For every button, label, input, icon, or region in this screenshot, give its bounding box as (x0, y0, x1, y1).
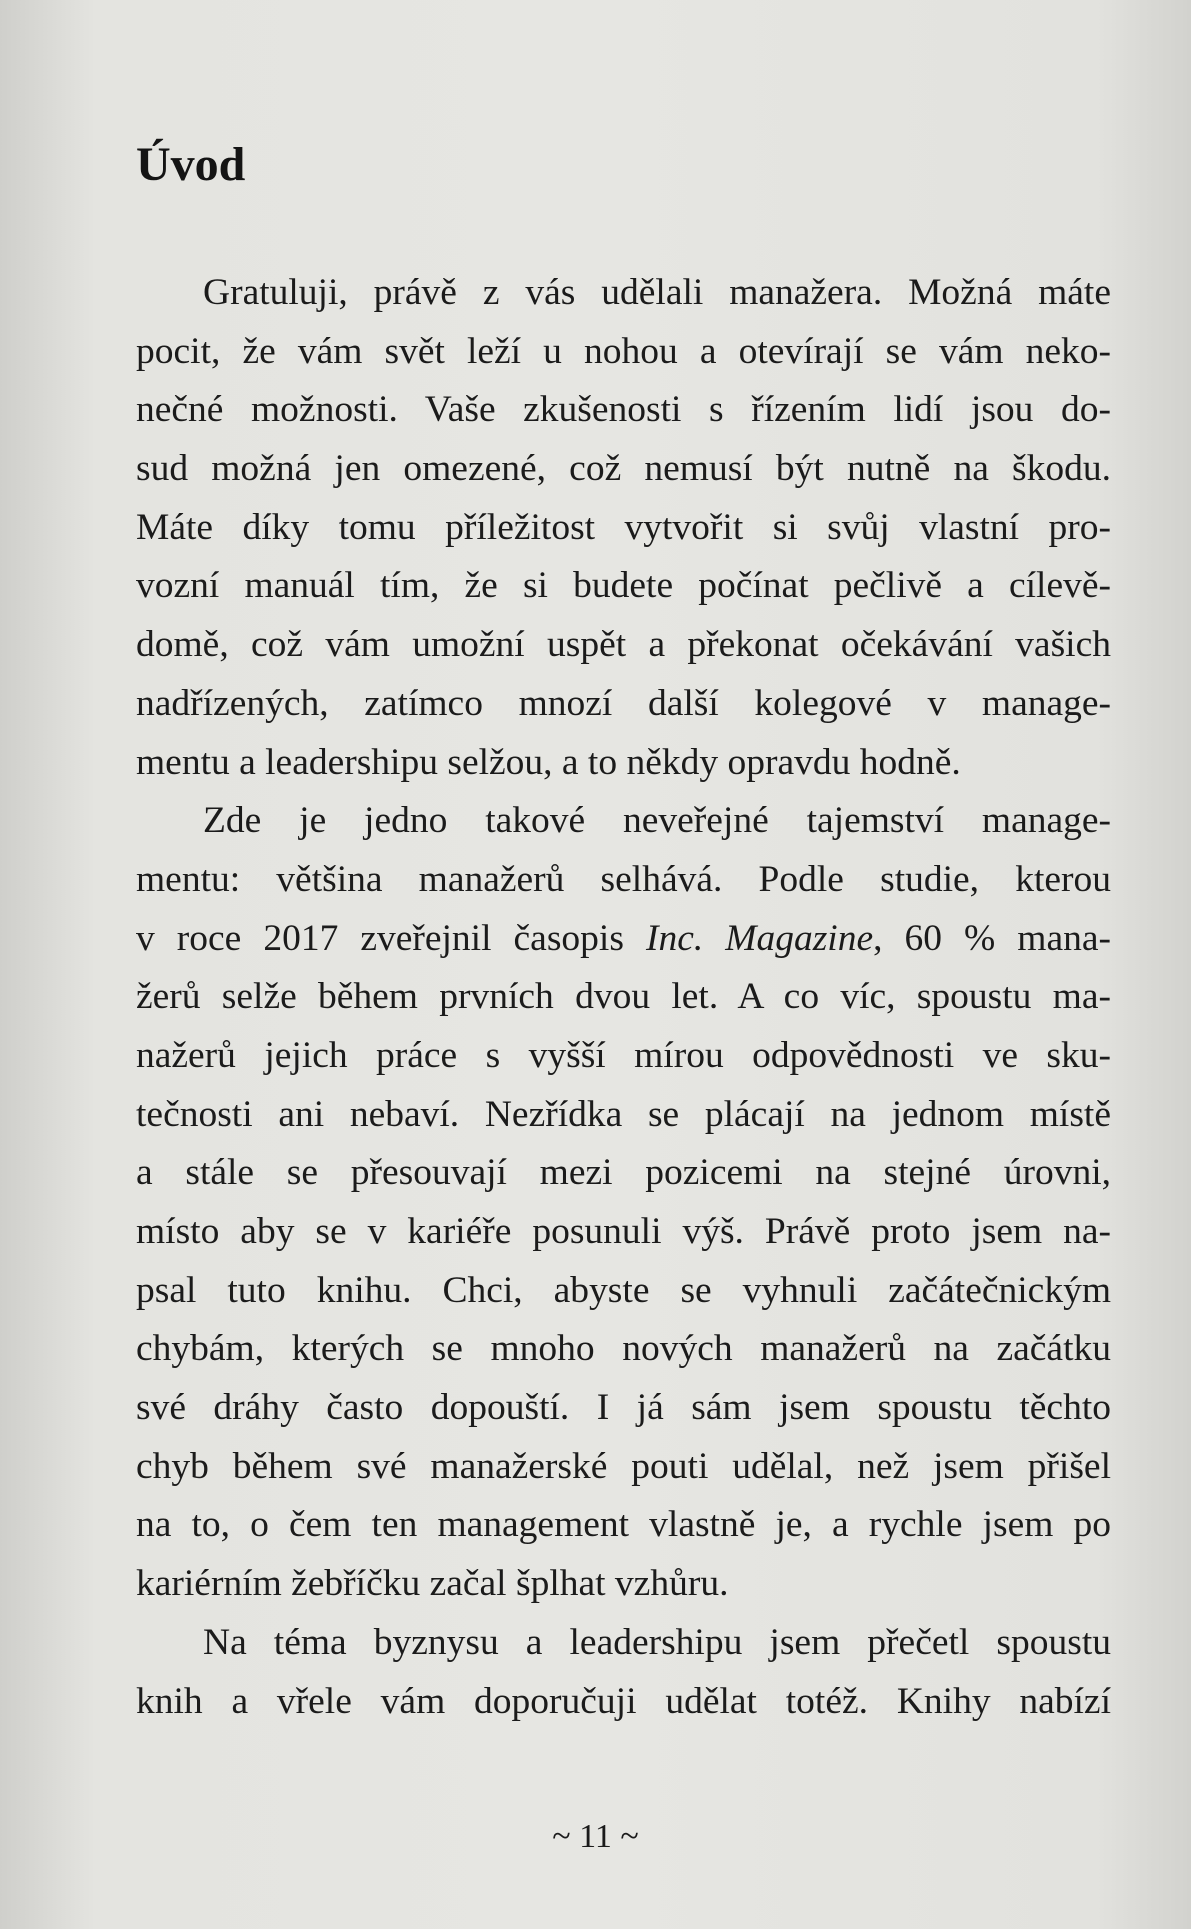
text-line: na to, o čem ten management vlastně je, a rychle jsem po (136, 1504, 1111, 1546)
text-line: své dráhy často dopouští. I já sám jsem spoustu těchto (136, 1387, 1111, 1429)
text-line: chyb během své manažerské pouti udělal, než jsem přišel (136, 1445, 1111, 1487)
text-line: a stále se přesouvají mezi pozicemi na stejné úrovni, (136, 1152, 1111, 1194)
page-number: ~ 11 ~ (552, 1818, 639, 1855)
text-line: chybám, kterých se mnoho nových manažerů na začátku (136, 1328, 1111, 1370)
text-line: nečné možnosti. Vaše zkušenosti s řízením lidí jsou do- (136, 389, 1111, 431)
chapter-body (136, 264, 1111, 1731)
text-line: Zde je jedno takové neveřejné tajemství manage- (203, 800, 1111, 842)
text-line: Máte díky tomu příležitost vytvořit si svůj vlastní pro- (136, 506, 1111, 548)
text-line: domě, což vám umožní uspět a překonat očekávání vašich (136, 624, 1111, 666)
text-line: žerů selže během prvních dvou let. A co víc, spoustu ma- (136, 976, 1111, 1018)
text-line: kariérním žebříčku začal šplhat vzhůru. (136, 1563, 729, 1605)
chapter-title: Úvod (136, 138, 246, 191)
text-line: pocit, že vám svět leží u nohou a otevírají se vám neko- (136, 330, 1111, 372)
text-line: sud možná jen omezené, což nemusí být nutně na škodu. (136, 448, 1111, 490)
text-line: nažerů jejich práce s vyšší mírou odpovědnosti ve sku- (136, 1034, 1111, 1076)
text-line: místo aby se v kariéře posunuli výš. Právě proto jsem na- (136, 1211, 1111, 1252)
text-line: nadřízených, zatímco mnozí další kolegové v manage- (136, 682, 1111, 724)
text-line: Na téma byznysu a leadershipu jsem přečetl spoustu (203, 1621, 1111, 1663)
text-line: Gratuluji, právě z vás udělali manažera. Možná máte (203, 272, 1111, 313)
magazine-name: Inc. Magazine (645, 917, 874, 959)
text-line: tečnosti ani nebaví. Nezřídka se plácají na jednom místě (136, 1093, 1111, 1135)
text-line: v roce 2017 zveřejnil časopis Inc. Magazine, 60 % mana- (136, 917, 1111, 959)
text-line: mentu: většina manažerů selhává. Podle studie, kterou (136, 858, 1111, 900)
text-line: mentu a leadershipu selžou, a to někdy opravdu hodně. (136, 741, 961, 783)
text-line: vozní manuál tím, že si budete počínat pečlivě a cílevě- (136, 565, 1111, 607)
text-line: knih a vřele vám doporučuji udělat totéž. Knihy nabízí (136, 1680, 1111, 1722)
text-line: psal tuto knihu. Chci, abyste se vyhnuli začátečnickým (136, 1269, 1111, 1311)
